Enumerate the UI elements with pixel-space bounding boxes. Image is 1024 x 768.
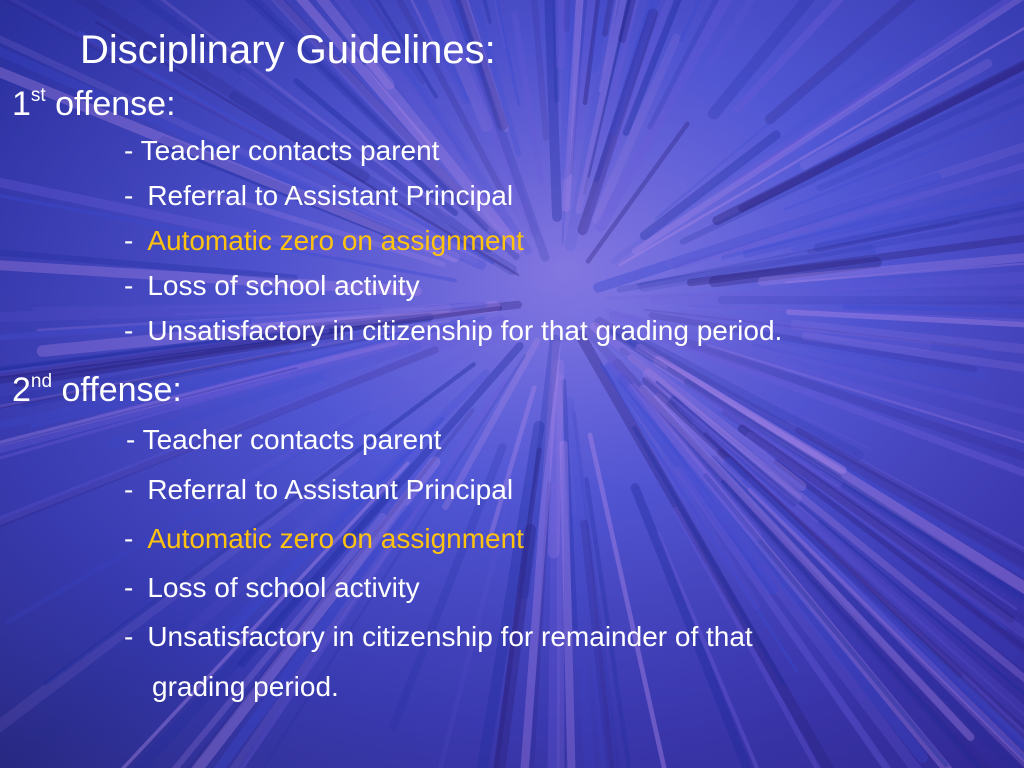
offense-2-item-5: - Unsatisfactory in citizenship for remainder of that xyxy=(124,621,753,652)
offense-2-heading xyxy=(12,370,182,410)
offense-2-item-4: - Loss of school activity xyxy=(124,572,420,603)
offense-1-number: 1 xyxy=(12,85,31,123)
offense-2-item-5-continued: grading period. xyxy=(152,671,339,702)
slide-title: Disciplinary Guidelines: xyxy=(80,28,496,72)
offense-1-label: offense: xyxy=(45,85,176,123)
offense-2-item-3: - Automatic zero on assignment xyxy=(124,523,524,554)
offense-2-number: 2 xyxy=(12,371,31,409)
offense-2-suffix: nd xyxy=(30,371,53,392)
offense-1-suffix: st xyxy=(30,85,46,106)
offense-1-item-1: - Teacher contacts parent xyxy=(124,135,440,166)
offense-1-item-5: - Unsatisfactory in citizenship for that grading period. xyxy=(124,315,783,346)
offense-1-item-4: - Loss of school activity xyxy=(124,270,420,301)
offense-1-item-3: - Automatic zero on assignment xyxy=(124,225,524,256)
offense-1-item-2: - Referral to Assistant Principal xyxy=(124,180,514,211)
offense-2-item-2: - Referral to Assistant Principal xyxy=(124,474,514,505)
offense-2-label: offense: xyxy=(52,371,182,409)
offense-2-item-1: - Teacher contacts parent xyxy=(126,424,442,455)
offense-1-heading xyxy=(12,84,176,124)
